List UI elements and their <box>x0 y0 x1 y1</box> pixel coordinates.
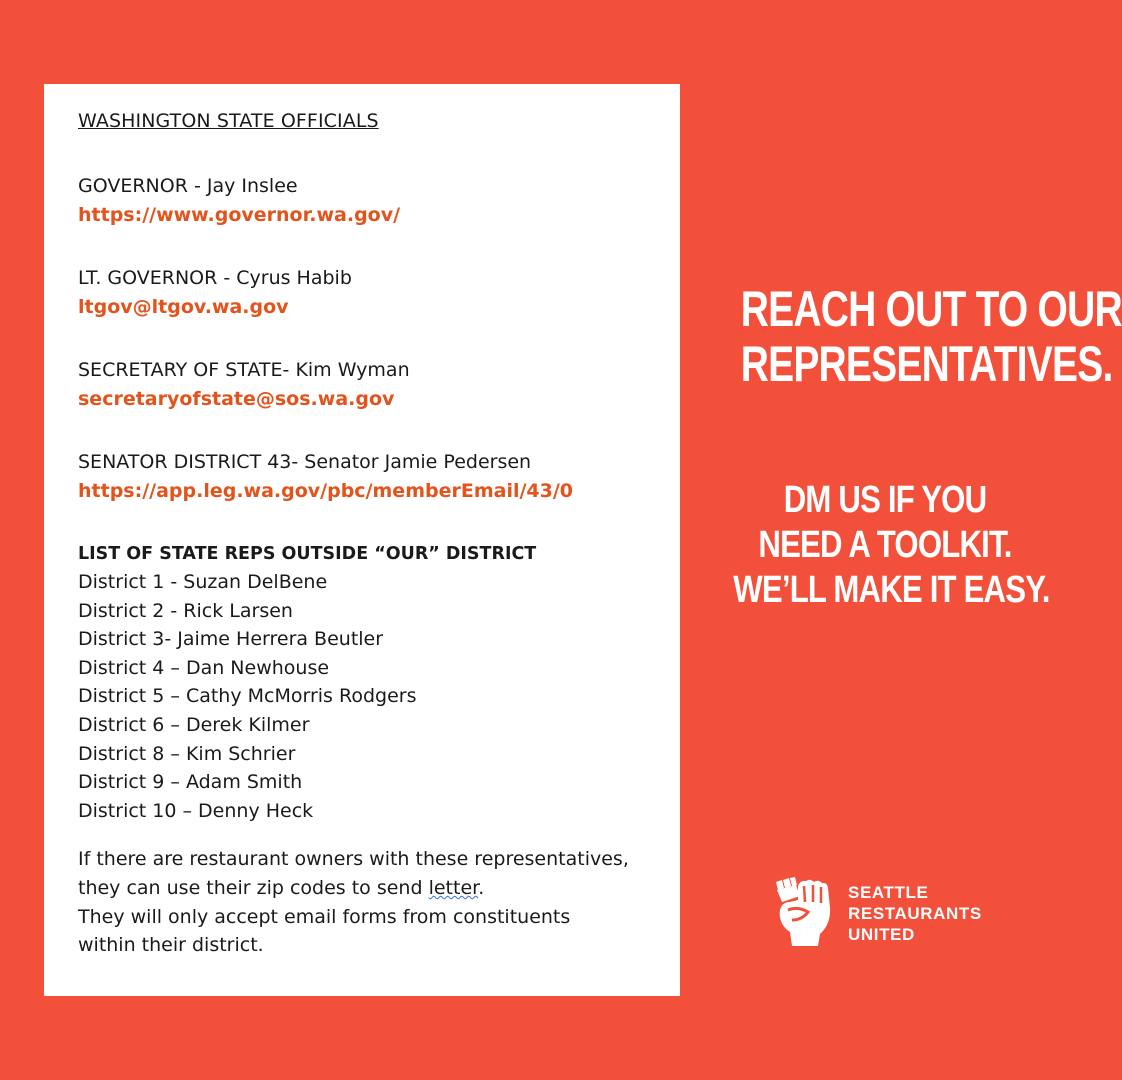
headline-sub <box>733 478 1050 613</box>
official-lt-governor <box>78 264 650 322</box>
note-line-text: they can use their zip codes to send <box>78 876 429 899</box>
note-line <box>78 874 650 903</box>
official-senator <box>78 448 650 506</box>
seattle-restaurants-united-logo <box>768 876 982 950</box>
official-link[interactable]: https://www.governor.wa.gov/ <box>78 204 401 226</box>
list-item: District 3- Jaime Herrera Beutler <box>78 628 384 651</box>
headline-sub-line: WE’LL MAKE IT EASY. <box>733 569 1050 611</box>
official-link[interactable]: ltgov@ltgov.wa.gov <box>78 296 289 318</box>
headline-sub-line: NEED A TOOLKIT. <box>758 524 1012 566</box>
official-name: GOVERNOR - Jay Inslee <box>78 175 298 197</box>
headline-block <box>700 281 1122 613</box>
list-item: District 4 – Dan Newhouse <box>78 656 330 679</box>
note-paragraph <box>78 845 650 959</box>
logo-text <box>848 882 982 945</box>
list-item: District 9 – Adam Smith <box>78 771 303 794</box>
logo-line: SEATTLE <box>848 882 929 902</box>
raised-fist-fork-icon <box>768 876 842 950</box>
headline-main <box>740 281 1122 392</box>
official-name: SENATOR DISTRICT 43- Senator Jamie Pedersen <box>78 451 532 473</box>
official-link[interactable]: https://app.leg.wa.gov/pbc/memberEmail/43/0 <box>78 480 574 502</box>
list-item: District 6 – Derek Kilmer <box>78 713 310 736</box>
reps-heading: LIST OF STATE REPS OUTSIDE “OUR” DISTRICT <box>78 544 537 564</box>
note-line: They will only accept email forms from constituents <box>78 905 571 928</box>
spellcheck-word: letter <box>428 876 479 899</box>
official-link[interactable]: secretaryofstate@sos.wa.gov <box>78 388 395 410</box>
headline-line: REPRESENTATIVES. <box>740 336 1113 392</box>
reps-list <box>78 568 650 825</box>
list-item: District 8 – Kim Schrier <box>78 742 296 765</box>
official-secretary-of-state <box>78 356 650 414</box>
logo-line: RESTAURANTS <box>848 903 982 923</box>
officials-document <box>44 84 680 996</box>
official-name: LT. GOVERNOR - Cyrus Habib <box>78 267 352 289</box>
list-item: District 1 - Suzan DelBene <box>78 571 328 593</box>
list-item: District 2 - Rick Larsen <box>78 599 293 622</box>
list-item: District 10 – Denny Heck <box>78 799 314 822</box>
note-line-end: . <box>478 876 485 899</box>
note-line: If there are restaurant owners with these representatives, <box>78 848 629 871</box>
headline-sub-line: DM US IF YOU <box>783 479 987 521</box>
official-governor <box>78 172 650 230</box>
headline-line: REACH OUT TO OUR <box>740 281 1122 337</box>
logo-line: UNITED <box>848 924 915 944</box>
note-line: within their district. <box>78 934 264 957</box>
list-item: District 5 – Cathy McMorris Rodgers <box>78 685 417 708</box>
official-name: SECRETARY OF STATE- Kim Wyman <box>78 359 410 381</box>
document-title: WASHINGTON STATE OFFICIALS <box>78 110 379 132</box>
